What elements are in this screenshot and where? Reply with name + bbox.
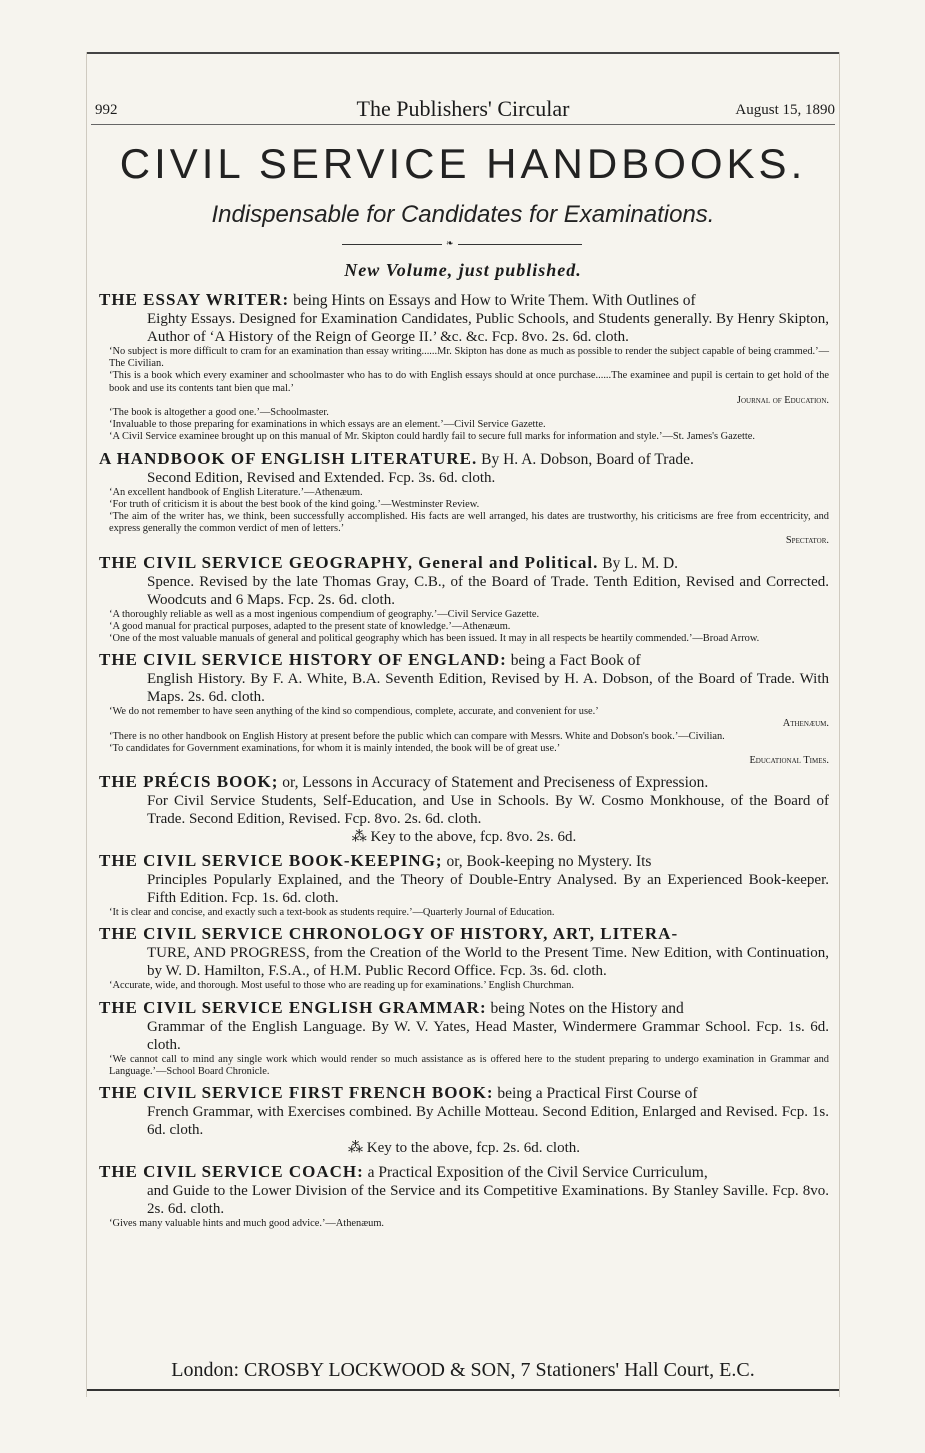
entry-details: French Grammar, with Exercises combined. By Achille Motteau. Second Edition, Enlarged and Revised. Fcp. 1s. 6d. cloth. xyxy=(147,1104,829,1139)
review-quote: ‘Gives many valuable hints and much good advice.’—Athenæum. xyxy=(109,1218,385,1230)
entry-lead: being a Practical First Course of xyxy=(497,1085,698,1103)
running-header xyxy=(91,96,835,125)
entry-heading: THE CIVIL SERVICE CHRONOLOGY OF HISTORY, ART, LITERA- xyxy=(99,924,679,944)
review-quote: ‘Invaluable to those preparing for examinations in which essays are an element.’—Civil Service Gazette. xyxy=(109,419,546,431)
entry-details: For Civil Service Students, Self-Education, and Use in Schools. By W. Cosmo Monkhouse, of the Board of Trade. Second Edition, Revised. Fcp. 8vo. 2s. 6d. cloth. xyxy=(147,793,829,828)
review-quote: ‘An excellent handbook of English Literature.’—Athenæum. xyxy=(109,486,363,498)
publisher-imprint: London: CROSBY LOCKWOOD & SON, 7 Stationers' Hall Court, E.C. xyxy=(171,1359,755,1381)
entry-lead: or, Lessons in Accuracy of Statement and Preciseness of Expression. xyxy=(282,774,709,792)
review-quote: ‘This is a book which every examiner and schoolmaster who has to do with English essays should at once purchase......The examinee and pupil is certain to get hold of the book and use its contents tant bien que mal.’ xyxy=(109,370,829,394)
entry-heading: THE CIVIL SERVICE FIRST FRENCH BOOK: xyxy=(99,1083,494,1103)
entry-details: Spence. Revised by the late Thomas Gray, C.B., of the Board of Trade. Tenth Edition, Revised and Corrected. Woodcuts and 6 Maps. Fcp. 2s. 6d. cloth. xyxy=(147,573,829,608)
entry-lead: being Notes on the History and xyxy=(490,999,684,1017)
entry-details: TURE, AND PROGRESS, from the Creation of the World to the Present Time. New Edition, with Continuation, by W. D. Hamilton, F.S.A., of H.M. Public Record Office. Fcp. 3s. 6d. cloth. xyxy=(147,945,829,980)
review-quote: ‘The aim of the writer has, we think, been successfully accomplished. His facts are well arranged, his dates are trustworthy, his criticisms are free from eccentricity, and express generally the common verdict of men of letters.’ xyxy=(109,511,829,535)
review-quote: ‘To candidates for Government examinations, for whom it is mainly intended, the book will be of great use.’ xyxy=(109,742,561,754)
review-quote: ‘A Civil Service examinee brought up on this manual of Mr. Skipton could hardly fail to secure full marks for information and style.’—St. James's Gazette. xyxy=(109,431,755,443)
page-number: 992 xyxy=(95,102,118,118)
page xyxy=(86,52,840,1397)
entry-lead: By L. M. D. xyxy=(602,554,679,572)
review-quote: ‘One of the most valuable manuals of general and political geography which has been issued. It may in all respects be heartily commended.’—Broad Arrow. xyxy=(109,633,760,645)
review-source: Journal of Education. xyxy=(736,394,829,406)
entry-details: Eighty Essays. Designed for Examination Candidates, Public Schools, and Students generally. By Henry Skipton, Author of ‘A History of the Reign of George II.’ &c. &c. Fcp. 8vo. 2s. 6d. cloth. xyxy=(147,311,829,345)
new-volume-notice: New Volume, just published. xyxy=(344,260,582,280)
book-entry xyxy=(99,449,829,548)
key-note: ⁂ Key to the above, fcp. 2s. 6d. cloth. xyxy=(347,1140,581,1157)
advert-subtitle: Indispensable for Candidates for Examinations. xyxy=(211,201,715,228)
top-rule xyxy=(87,52,839,54)
issue-date: August 15, 1890 xyxy=(735,102,835,118)
entry-lead: being Hints on Essays and How to Write Them. With Outlines of xyxy=(293,292,696,309)
entry-lead: By H. A. Dobson, Board of Trade. xyxy=(481,450,694,468)
book-entry xyxy=(99,772,829,846)
entry-heading: THE CIVIL SERVICE ENGLISH GRAMMAR: xyxy=(99,997,487,1017)
book-entry xyxy=(99,1083,829,1157)
entry-lead: being a Fact Book of xyxy=(510,652,641,670)
review-quote: ‘It is clear and concise, and exactly such a text-book as students require.’—Quarterly Journal of Education. xyxy=(109,907,555,919)
entry-heading: A HANDBOOK OF ENGLISH LITERATURE. xyxy=(99,448,478,468)
review-source: Educational Times. xyxy=(749,755,829,767)
book-entry xyxy=(99,924,829,992)
book-entry xyxy=(99,290,829,444)
book-entry xyxy=(99,1162,829,1230)
entry-details: Principles Popularly Explained, and the Theory of Double-Entry Analysed. By an Experienced Book-keeper. Fifth Edition. Fcp. 1s. 6d. cloth. xyxy=(147,872,829,907)
book-entry xyxy=(99,650,829,767)
entry-lead: a Practical Exposition of the Civil Service Curriculum, xyxy=(367,1164,708,1182)
review-quote: ‘The book is altogether a good one.’—Schoolmaster. xyxy=(109,407,329,419)
review-quote: ‘We cannot call to mind any single work which would render so much assistance as is offered here to the student preparing to undergo examination in Grammar and Language.’—School Board Chronicle. xyxy=(109,1053,829,1077)
bottom-rule xyxy=(87,1389,839,1391)
review-source: Spectator. xyxy=(785,535,829,547)
review-source: Athenæum. xyxy=(782,718,829,730)
ornamental-divider: ❧ xyxy=(342,244,582,245)
advert-title: CIVIL SERVICE HANDBOOKS. xyxy=(119,140,807,187)
entry-lead: or, Book-keeping no Mystery. Its xyxy=(446,853,652,871)
book-entry xyxy=(99,998,829,1078)
entry-heading: THE CIVIL SERVICE GEOGRAPHY, General and Political. xyxy=(99,552,599,572)
entry-details: Grammar of the English Language. By W. V. Yates, Head Master, Windermere Grammar School. Fcp. 1s. 6d. cloth. xyxy=(147,1018,829,1053)
key-note: ⁂ Key to the above, fcp. 8vo. 2s. 6d. xyxy=(351,829,577,846)
review-quote: ‘For truth of criticism it is about the best book of the kind going.’—Westminster Review. xyxy=(109,498,480,510)
review-quote: ‘No subject is more difficult to cram for an examination than essay writing......Mr. Skipton has done as much as possible to render the subject capable of being crammed.’—The Civilian. xyxy=(109,346,829,370)
book-entry xyxy=(99,553,829,646)
entry-heading: THE CIVIL SERVICE COACH: xyxy=(99,1162,364,1182)
entry-details: and Guide to the Lower Division of the Service and its Competitive Examinations. By Stanley Saville. Fcp. 8vo. 2s. 6d. cloth. xyxy=(147,1183,829,1218)
entry-details: English History. By F. A. White, B.A. Seventh Edition, Revised by H. A. Dobson, of the Board of Trade. With Maps. 2s. 6d. cloth. xyxy=(147,671,829,706)
review-quote: ‘Accurate, wide, and thorough. Most useful to those who are reading up for examinations.’ English Churchman. xyxy=(109,980,574,992)
publication-title: The Publishers' Circular xyxy=(356,96,570,121)
entry-details: Second Edition, Revised and Extended. Fcp. 3s. 6d. cloth. xyxy=(147,469,496,486)
review-quote: ‘A thoroughly reliable as well as a most ingenious compendium of geography.’—Civil Service Gazette. xyxy=(109,608,540,620)
entry-heading: THE ESSAY WRITER: xyxy=(99,290,290,309)
entry-heading: THE PRÉCIS BOOK; xyxy=(99,772,279,792)
entry-heading: THE CIVIL SERVICE BOOK-KEEPING; xyxy=(99,851,443,871)
review-quote: ‘A good manual for practical purposes, adapted to the present state of knowledge.’—Athenæum. xyxy=(109,620,511,632)
entry-heading: THE CIVIL SERVICE HISTORY OF ENGLAND: xyxy=(99,650,507,670)
review-quote: ‘There is no other handbook on English History at present before the public which can compare with Messrs. White and Dobson's book.’—Civilian. xyxy=(109,730,725,742)
book-entries xyxy=(99,290,829,1235)
review-quote: ‘We do not remember to have seen anything of the kind so compendious, complete, accurate, and convenient for use.’ xyxy=(109,706,599,718)
book-entry xyxy=(99,851,829,919)
